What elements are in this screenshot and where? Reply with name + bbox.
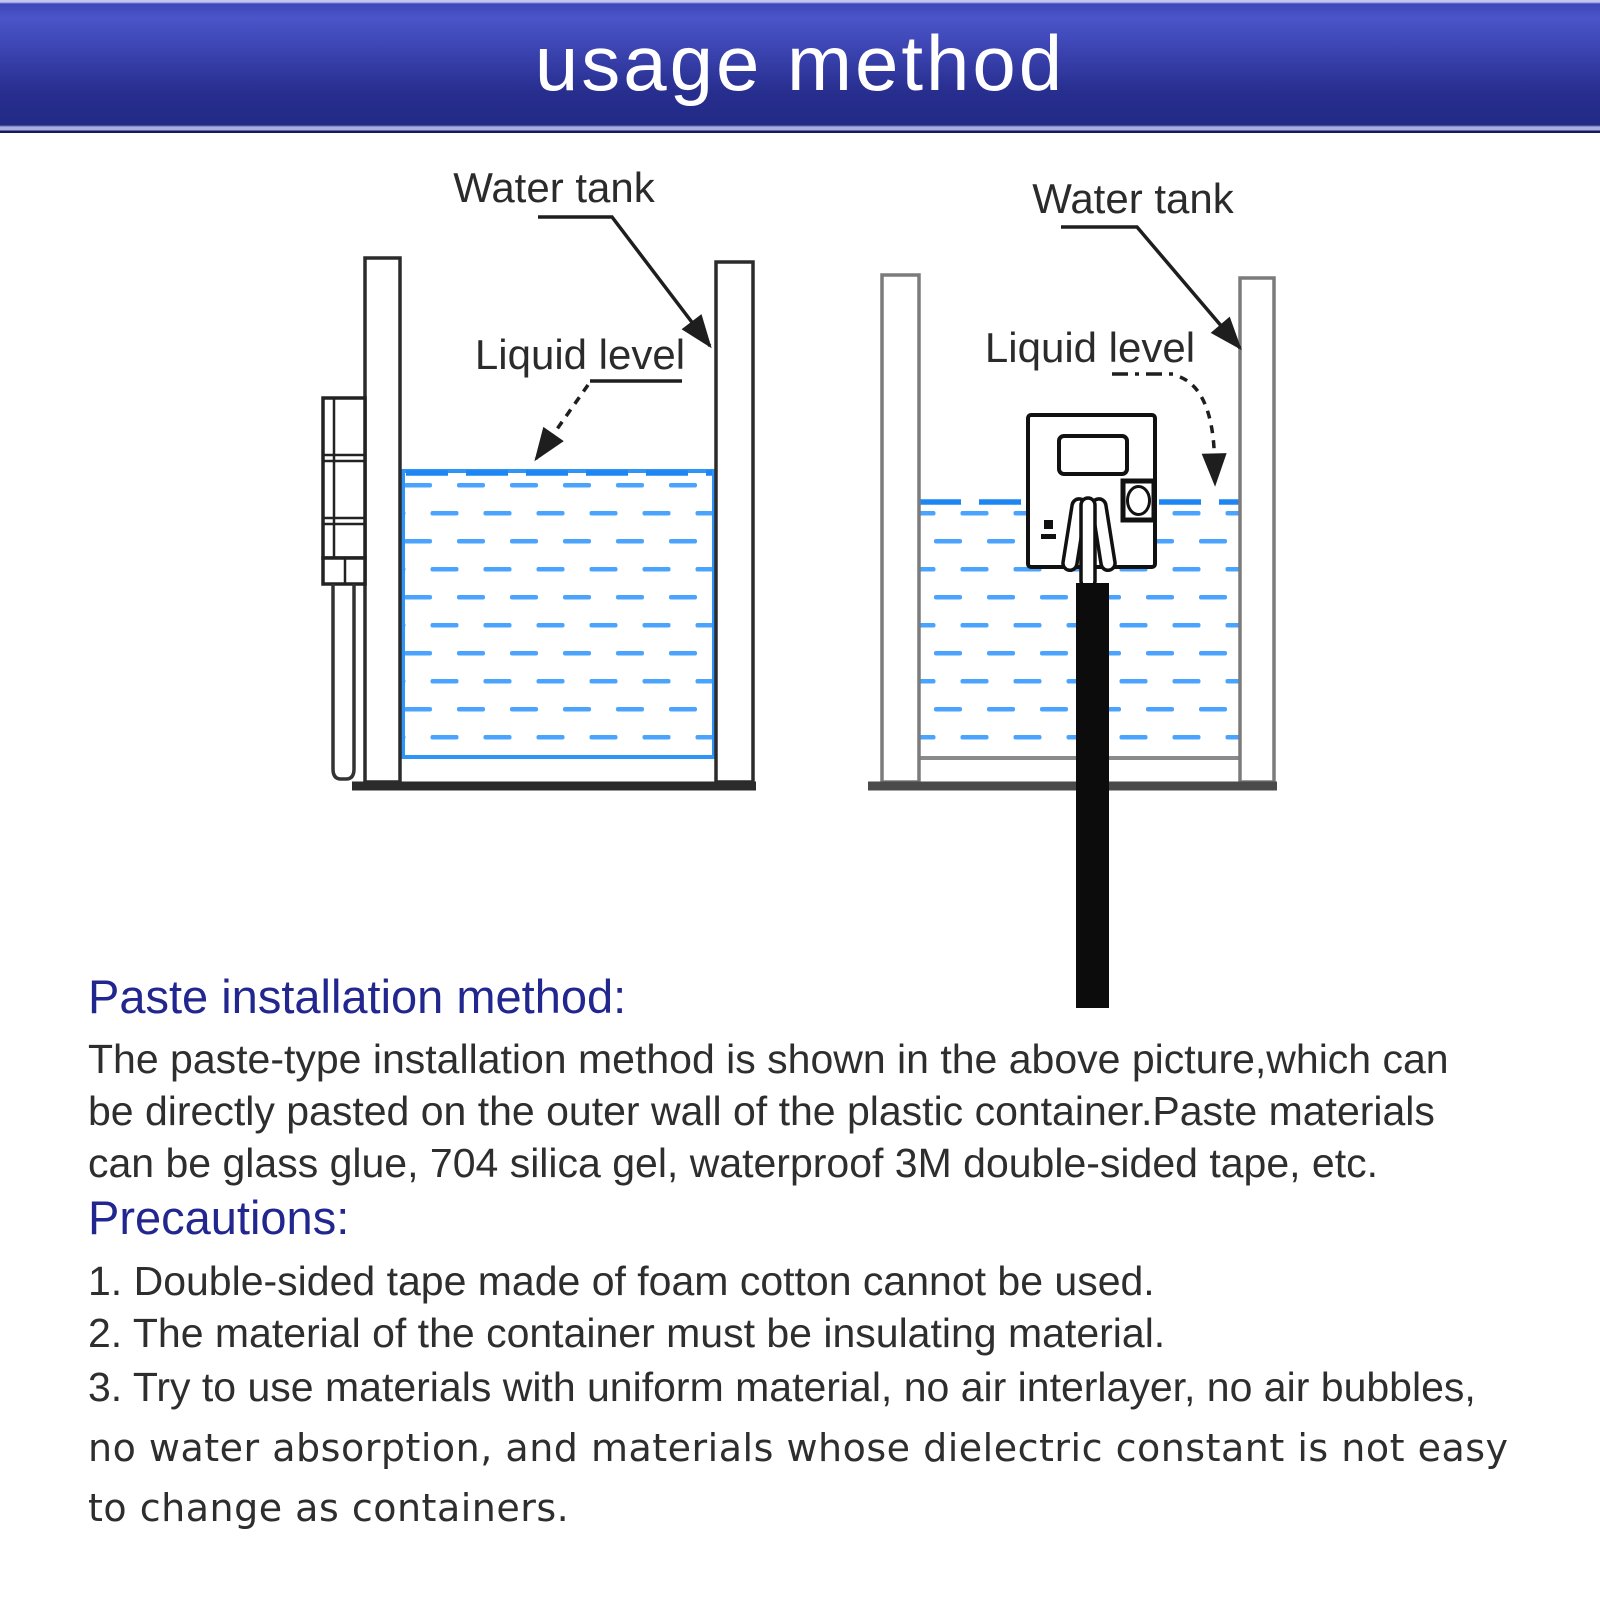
- left-paste-sensor: [323, 398, 365, 779]
- paste-method-line-2: be directly pasted on the outer wall of the plastic container.Paste materials: [88, 1088, 1435, 1134]
- precautions-heading: Precautions:: [88, 1191, 350, 1244]
- left-water-tank-leader: [538, 217, 710, 346]
- left-tank-right-wall: [716, 262, 753, 782]
- precaution-item-3-cont-2: to change as containers.: [88, 1486, 570, 1530]
- sensor-strip-tail: [333, 584, 354, 779]
- paste-method-line-1: The paste-type installation method is shown in the above picture,which can: [88, 1036, 1449, 1082]
- module-led-bar: [1041, 534, 1056, 539]
- paste-method-line-3: can be glass glue, 704 silica gel, waterproof 3M double-sided tape, etc.: [88, 1140, 1378, 1186]
- left-tank-left-wall: [365, 258, 400, 782]
- right-water-tank-label: Water tank: [1032, 175, 1234, 222]
- paste-method-heading: Paste installation method:: [88, 970, 627, 1023]
- precaution-item-3-cont-1: no water absorption, and materials whose dielectric constant is not easy: [88, 1426, 1509, 1470]
- module-display: [1059, 436, 1127, 474]
- left-water-tank-label: Water tank: [453, 164, 655, 211]
- precaution-item-2: 2. The material of the container must be insulating material.: [88, 1310, 1166, 1356]
- right-tank-right-wall: [1240, 278, 1274, 782]
- right-tank-left-wall: [882, 275, 919, 782]
- left-liquid-level-label: Liquid level: [474, 331, 686, 378]
- module-led-dot: [1044, 520, 1053, 529]
- precaution-item-1: 1. Double-sided tape made of foam cotton cannot be used.: [88, 1258, 1155, 1304]
- right-liquid-level-label: Liquid level: [984, 324, 1196, 371]
- page-title: usage method: [534, 19, 1066, 107]
- left-liquid-level-leader: [536, 381, 682, 459]
- sensor-cable: [1076, 583, 1109, 1008]
- sensor-body: [323, 398, 365, 558]
- right-diagram-module-install: [868, 175, 1277, 1008]
- left-liquid: [403, 471, 714, 757]
- right-sensor-module: [1028, 415, 1155, 588]
- precaution-item-3: 3. Try to use materials with uniform material, no air interlayer, no air bubbles,: [88, 1364, 1476, 1410]
- left-diagram-paste-install: [323, 164, 756, 786]
